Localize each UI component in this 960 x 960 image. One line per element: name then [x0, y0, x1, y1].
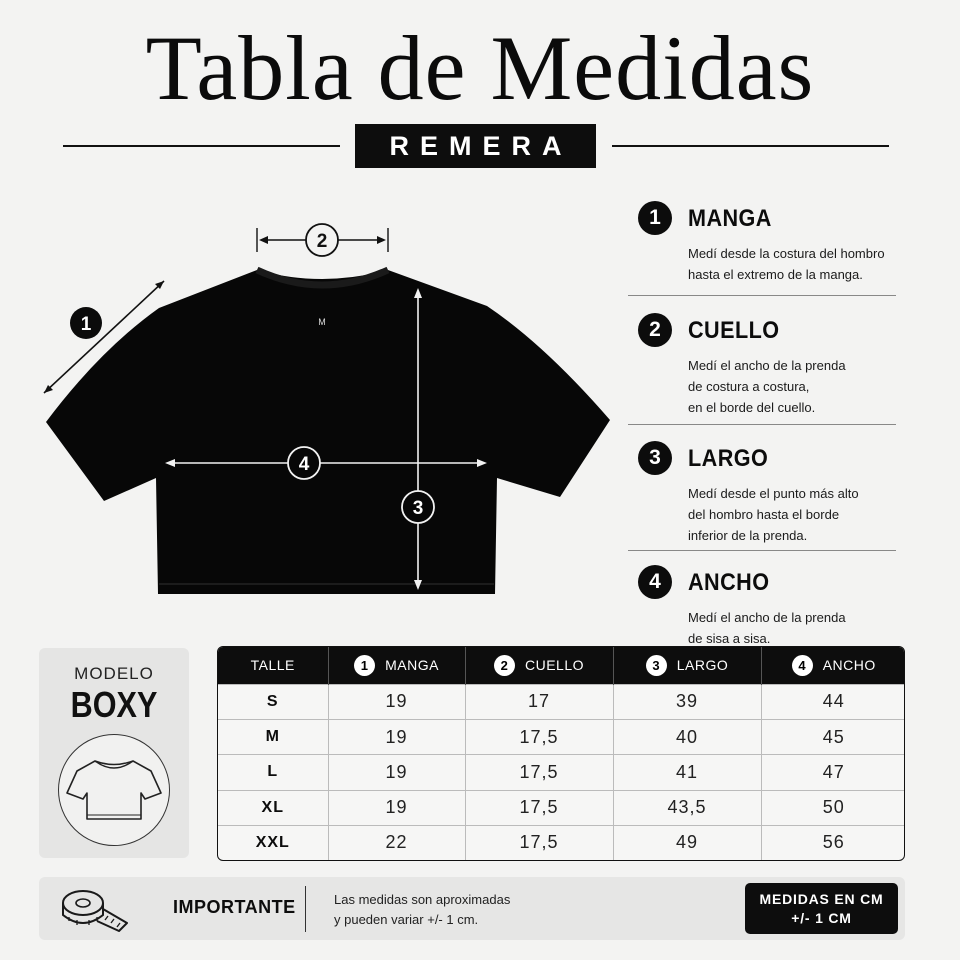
header-talle: TALLE	[218, 647, 328, 684]
cell-size: XXL	[218, 825, 328, 860]
cell-cuello: 17	[465, 684, 613, 719]
important-label: IMPORTANTE	[173, 897, 296, 917]
svg-text:1: 1	[80, 314, 92, 335]
measure-desc-manga: Medí desde la costura del hombro hasta el extremo de la manga.	[688, 246, 885, 282]
cell-ancho: 45	[761, 719, 905, 754]
size-table	[217, 646, 905, 861]
cell-manga: 22	[328, 825, 465, 860]
shirt-illustration	[30, 220, 630, 620]
model-label: MODELO	[74, 664, 154, 683]
measure-divider	[628, 295, 896, 296]
header-rule-left	[63, 145, 340, 147]
cell-largo: 49	[613, 825, 761, 860]
measure-desc-cuello: Medí el ancho de la prenda de costura a costura, en el borde del cuello.	[688, 358, 846, 415]
measure-number-2: 2	[638, 313, 672, 347]
svg-text:2: 2	[316, 231, 328, 252]
cell-size: L	[218, 755, 328, 790]
measure-title-largo: LARGO	[688, 445, 769, 472]
header-largo: 3 LARGO	[613, 647, 761, 684]
measure-title-manga: MANGA	[688, 205, 772, 232]
header-cuello: 2 CUELLO	[465, 647, 613, 684]
cell-cuello: 17,5	[465, 825, 613, 860]
size-tag: M	[318, 317, 326, 327]
table-header-row	[218, 647, 905, 684]
svg-text:4: 4	[298, 454, 310, 475]
measure-divider	[628, 550, 896, 551]
measure-divider	[628, 424, 896, 425]
header-manga: 1 MANGA	[328, 647, 465, 684]
cell-manga: 19	[328, 755, 465, 790]
measure-title-cuello: CUELLO	[688, 317, 780, 344]
measuring-tape-icon	[61, 885, 131, 933]
cell-manga: 19	[328, 684, 465, 719]
tshirt-shape	[46, 270, 610, 594]
model-box	[39, 648, 189, 858]
model-name: BOXY	[70, 684, 158, 725]
measure-desc-ancho: Medí el ancho de la prenda de sisa a sisa.	[688, 610, 846, 646]
cell-ancho: 47	[761, 755, 905, 790]
svg-text:3: 3	[412, 498, 424, 519]
important-note: Las medidas son aproximadas y pueden variar +/- 1 cm.	[334, 892, 511, 927]
cell-ancho: 56	[761, 825, 905, 860]
units-line-1: MEDIDAS EN CM	[759, 890, 884, 907]
units-badge	[745, 883, 898, 934]
page-title: Tabla de Medidas	[145, 17, 815, 119]
header-rule-right	[612, 145, 889, 147]
table-row	[218, 684, 905, 719]
cell-cuello: 17,5	[465, 790, 613, 825]
cell-cuello: 17,5	[465, 755, 613, 790]
cell-largo: 41	[613, 755, 761, 790]
cell-ancho: 50	[761, 790, 905, 825]
table-row	[218, 825, 905, 860]
cell-manga: 19	[328, 790, 465, 825]
measure-number-4: 4	[638, 565, 672, 599]
cell-largo: 43,5	[613, 790, 761, 825]
cell-size: S	[218, 684, 328, 719]
measure-number-3: 3	[638, 441, 672, 475]
table-row	[218, 790, 905, 825]
measure-desc-largo: Medí desde el punto más alto del hombro hasta el borde inferior de la prenda.	[688, 486, 859, 543]
units-line-2: +/- 1 CM	[791, 909, 852, 926]
product-banner: REMERA	[355, 124, 596, 168]
table-row	[218, 719, 905, 754]
boxy-shirt-icon	[58, 734, 170, 846]
measure-number-1: 1	[638, 201, 672, 235]
table-row	[218, 755, 905, 790]
cell-size: M	[218, 719, 328, 754]
measure-title-ancho: ANCHO	[688, 569, 770, 596]
cell-largo: 39	[613, 684, 761, 719]
cell-ancho: 44	[761, 684, 905, 719]
footer-divider	[305, 886, 306, 932]
header-ancho: 4 ANCHO	[761, 647, 905, 684]
cell-manga: 19	[328, 719, 465, 754]
cell-largo: 40	[613, 719, 761, 754]
cell-cuello: 17,5	[465, 719, 613, 754]
cell-size: XL	[218, 790, 328, 825]
